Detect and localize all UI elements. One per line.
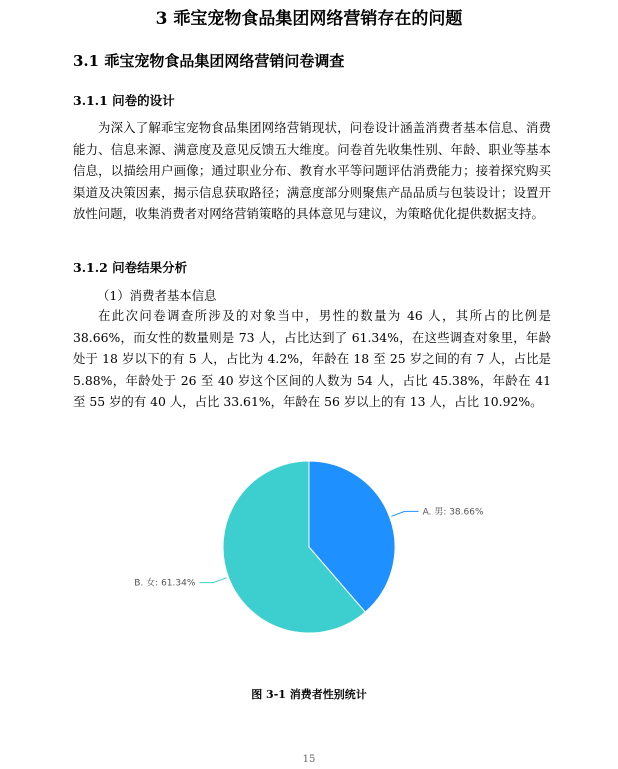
list-item-basic-info: （1）消费者基本信息 <box>97 288 217 303</box>
paragraph-analysis: 在此次问卷调查所涉及的对象当中，男性的数量为 46 人，其所占的比例是 38.66%，而女性的数量则是 73 人，占比达到了 61.34%，在这些调查对象里，年龄处于 18 岁以下的有 5 人，占比为 4.2%，年龄在 18 至 25 岁之间的有 7 人，占比是 5.88%，年龄处于 26 至 40 岁这个区间的人数为 54 人，占比 45.38%，年龄在 41 至 55 岁的有 40 人，占比 33.61%，年龄在 56 岁以上的有 13 人，占比 10.92%。 <box>73 308 551 410</box>
pie-leader-line-0 <box>391 511 418 516</box>
page-number: 15 <box>302 754 316 765</box>
subsection-title-analysis: 3.1.2 问卷结果分析 <box>73 260 188 275</box>
pie-leader-line-1 <box>199 578 226 583</box>
paragraph-design: 为深入了解乖宝宠物食品集团网络营销现状，问卷设计涵盖消费者基本信息、消费能力、信息来源、满意度及意见反馈五大维度。问卷首先收集性别、年龄、职业等基本信息，以描绘用户画像；通过职业分布、教育水平等问题评估消费能力；接着探究购买渠道及决策因素，揭示信息获取路径；满意度部分则聚焦产品品质与包装设计；设置开放性问题，收集消费者对网络营销策略的具体意见与建议，为策略优化提供数据支持。 <box>73 120 551 222</box>
pie-label-0: A. 男: 38.66% <box>422 507 484 518</box>
section-title: 3.1 乖宝宠物食品集团网络营销问卷调查 <box>73 52 345 70</box>
gender-pie-chart <box>0 415 618 675</box>
chapter-title: 3 乖宝宠物食品集团网络营销存在的问题 <box>155 9 463 29</box>
pie-label-1: B. 女: 61.34% <box>134 578 196 589</box>
figure-caption: 图 3-1 消费者性别统计 <box>251 688 367 701</box>
subsection-title-design: 3.1.1 问卷的设计 <box>73 93 175 108</box>
